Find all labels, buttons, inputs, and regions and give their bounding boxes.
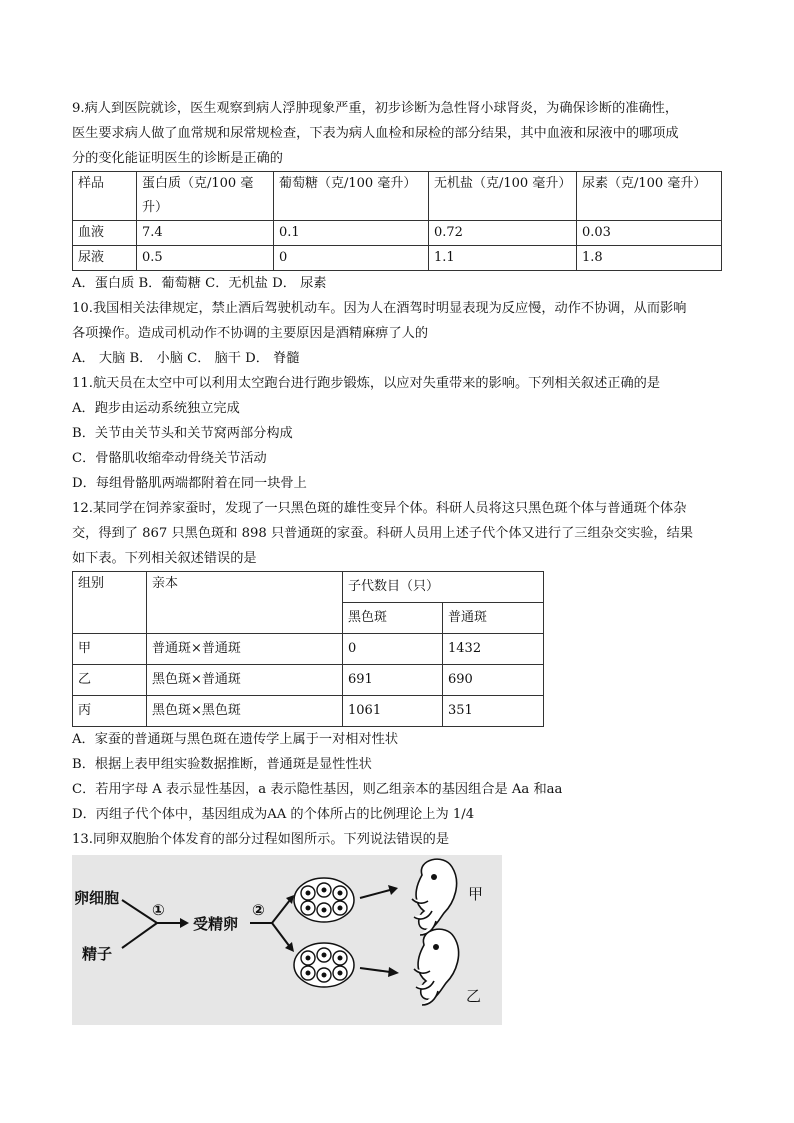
- table-cell: 1.8: [577, 246, 722, 271]
- q12-cross-table: [72, 571, 544, 727]
- subheader-cell-black: 黑色斑: [343, 603, 443, 634]
- q12-option-d: D．丙组子代个体中，基因组成为AA 的个体所占的比例理论上为 1/4: [72, 807, 475, 822]
- table-cell: 丙: [73, 696, 147, 727]
- q10-stem-line-2: 各项操作。造成司机动作不协调的主要原因是酒精麻痹了人的: [72, 326, 429, 341]
- header-cell-parents: 亲本: [147, 572, 343, 634]
- label-egg: 卵细胞: [74, 889, 120, 907]
- table-cell: 黑色斑×普通斑: [147, 665, 343, 696]
- table-row: [73, 696, 544, 727]
- table-cell: 乙: [73, 665, 147, 696]
- q10-stem-line-1: 10.我国相关法律规定，禁止酒后驾驶机动车。因为人在酒驾时明显表现为反应慢，动作不协调，从而影响: [72, 301, 687, 316]
- q12-option-a: A．家蚕的普通斑与黑色斑在遗传学上属于一对相对性状: [72, 732, 399, 747]
- table-cell: 691: [343, 665, 443, 696]
- table-cell: 0: [343, 634, 443, 665]
- q9-stem-line-3: 分的变化能证明医生的诊断是正确的: [72, 151, 283, 166]
- label-twin-a: 甲: [468, 885, 484, 903]
- header-cell-urea: 尿素（克/100 毫升）: [577, 172, 722, 221]
- q9-stem-line-1: 9.病人到医院就诊，医生观察到病人浮肿现象严重，初步诊断为急性肾小球肾炎，为确保诊断的准确性，: [72, 101, 679, 116]
- label-sperm: 精子: [82, 945, 113, 963]
- table-row: [73, 665, 544, 696]
- q9-stem-line-2: 医生要求病人做了血常规和尿常规检查，下表为病人血检和尿检的部分结果，其中血液和尿液中的哪项成: [72, 126, 679, 141]
- table-cell: 0.1: [274, 221, 429, 246]
- header-cell-sample: 样品: [73, 172, 137, 221]
- q9-result-table: [72, 171, 722, 271]
- exam-page: [72, 96, 724, 1025]
- table-cell: 351: [443, 696, 544, 727]
- label-step-1: ①: [152, 901, 165, 919]
- subheader-cell-normal: 普通斑: [443, 603, 544, 634]
- header-cell-salt: 无机盐（克/100 毫升）: [429, 172, 577, 221]
- q11-option-d: D．每组骨骼肌两端都附着在同一块骨上: [72, 476, 307, 491]
- q12-stem-line-1: 12.某同学在饲养家蚕时，发现了一只黑色斑的雄性变异个体。科研人员将这只黑色斑个体与普通斑个体杂: [72, 501, 687, 516]
- table-cell: 普通斑×普通斑: [147, 634, 343, 665]
- q12-stem-line-3: 如下表。下列相关叙述错误的是: [72, 551, 257, 566]
- label-zygote: 受精卵: [193, 915, 239, 933]
- table-row: [73, 634, 544, 665]
- q11-option-c: C．骨骼肌收缩牵动骨绕关节活动: [72, 451, 267, 466]
- label-twin-b: 乙: [466, 987, 482, 1005]
- header-cell-glucose: 葡萄糖（克/100 毫升）: [274, 172, 429, 221]
- table-cell: 690: [443, 665, 544, 696]
- table-cell: 7.4: [137, 221, 274, 246]
- table-cell: 1061: [343, 696, 443, 727]
- table-row: [73, 221, 722, 246]
- header-cell-group: 组别: [73, 572, 147, 634]
- table-header-row: [73, 172, 722, 221]
- q13-stem: 13.同卵双胞胎个体发育的部分过程如图所示。下列说法错误的是: [72, 832, 450, 847]
- q12-option-c: C．若用字母 A 表示显性基因，a 表示隐性基因，则乙组亲本的基因组合是 Aa 和aa: [72, 782, 563, 797]
- table-cell: 0.5: [137, 246, 274, 271]
- q9-options: A．蛋白质 B．葡萄糖 C．无机盐 D． 尿素: [72, 276, 327, 291]
- q11-option-a: A．跑步由运动系统独立完成: [72, 401, 240, 416]
- table-header-row: [73, 572, 544, 603]
- q12-stem-line-2: 交，得到了 867 只黑色斑和 898 只普通斑的家蚕。科研人员用上述子代个体又进行了三组杂交实验，结果: [72, 526, 693, 541]
- table-cell: 1432: [443, 634, 544, 665]
- table-cell: 0.03: [577, 221, 722, 246]
- table-row: [73, 246, 722, 271]
- table-cell: 黑色斑×黑色斑: [147, 696, 343, 727]
- q11-option-b: B．关节由关节头和关节窝两部分构成: [72, 426, 293, 441]
- table-cell: 甲: [73, 634, 147, 665]
- table-cell: 1.1: [429, 246, 577, 271]
- q12-option-b: B．根据上表甲组实验数据推断，普通斑是显性性状: [72, 757, 372, 772]
- table-cell: 血液: [73, 221, 137, 246]
- header-cell-offspring: 子代数目（只）: [343, 572, 544, 603]
- table-cell: 尿液: [73, 246, 137, 271]
- table-cell: 0: [274, 246, 429, 271]
- q10-options: A． 大脑 B． 小脑 C． 脑干 D． 脊髓: [72, 351, 300, 366]
- q11-stem: 11.航天员在太空中可以利用太空跑台进行跑步锻炼，以应对失重带来的影响。下列相关叙述正确的是: [72, 376, 661, 391]
- table-cell: 0.72: [429, 221, 577, 246]
- twin-development-figure: [72, 855, 502, 1025]
- figure-drawing: [72, 855, 502, 1025]
- label-step-2: ②: [252, 901, 265, 919]
- header-cell-protein: 蛋白质（克/100 毫升）: [137, 172, 274, 221]
